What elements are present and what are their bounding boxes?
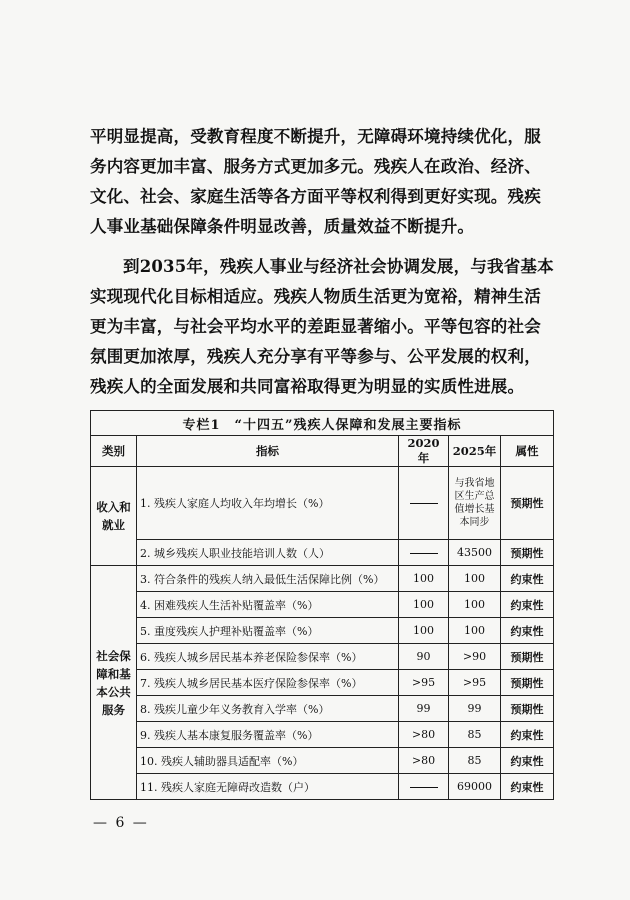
header-2025: 2025年 xyxy=(449,436,501,467)
value-2025-cell: 43500 xyxy=(449,540,501,566)
table-row xyxy=(91,774,554,800)
dash-mark xyxy=(410,553,438,554)
table-row xyxy=(91,618,554,644)
value-2020-cell: >80 xyxy=(399,722,449,748)
value-2025-cell: 100 xyxy=(449,566,501,592)
value-2020-cell xyxy=(399,467,449,540)
header-category: 类别 xyxy=(91,436,137,467)
indicator-cell: 5. 重度残疾人护理补贴覆盖率（%） xyxy=(137,618,399,644)
attribute-cell: 约束性 xyxy=(501,748,554,774)
dash-mark xyxy=(410,787,438,788)
value-2020-cell xyxy=(399,540,449,566)
value-2025-cell: 与我省地区生产总值增长基本同步 xyxy=(449,467,501,540)
body-paragraph-1: 平明显提高，受教育程度不断提升，无障碍环境持续优化，服务内容更加丰富、服务方式更加多元。残疾人在政治、经济、文化、社会、家庭生活等各方面平等权利得到更好实现。残疾人事业基础保障条件明显改善，质量效益不断提升。 xyxy=(90,127,541,236)
table-caption: 专栏1 “十四五”残疾人保障和发展主要指标 xyxy=(91,411,554,436)
table-row xyxy=(91,644,554,670)
indicator-cell: 2. 城乡残疾人职业技能培训人数（人） xyxy=(137,540,399,566)
value-2020-cell: 99 xyxy=(399,696,449,722)
attribute-cell: 约束性 xyxy=(501,618,554,644)
value-2020-cell: 100 xyxy=(399,566,449,592)
attribute-cell: 约束性 xyxy=(501,774,554,800)
category-income: 收入和就业 xyxy=(91,467,137,566)
value-2020-cell: 100 xyxy=(399,618,449,644)
category-social: 社会保障和基本公共服务 xyxy=(91,566,137,800)
indicator-cell: 3. 符合条件的残疾人纳入最低生活保障比例（%） xyxy=(137,566,399,592)
header-indicator: 指标 xyxy=(137,436,399,467)
attribute-cell: 预期性 xyxy=(501,670,554,696)
body-paragraph-2: 到2035年，残疾人事业与经济社会协调发展，与我省基本实现现代化目标相适应。残疾人物质生活更为宽裕，精神生活更为丰富，与社会平均水平的差距显著缩小。平等包容的社会氛围更加浓厚，残疾人充分享有平等参与、公平发展的权利，残疾人的全面发展和共同富裕取得更为明显的实质性进展。 xyxy=(90,257,554,396)
dash-mark xyxy=(410,503,438,504)
attribute-cell: 预期性 xyxy=(501,467,554,540)
value-2025-cell: 85 xyxy=(449,748,501,774)
indicator-cell: 7. 残疾人城乡居民基本医疗保险参保率（%） xyxy=(137,670,399,696)
value-2020-cell: >80 xyxy=(399,748,449,774)
indicator-cell: 11. 残疾人家庭无障碍改造数（户） xyxy=(137,774,399,800)
attribute-cell: 预期性 xyxy=(501,696,554,722)
table-row xyxy=(91,592,554,618)
table-header-row xyxy=(91,436,554,467)
value-2025-cell: 99 xyxy=(449,696,501,722)
value-2020-cell: >95 xyxy=(399,670,449,696)
attribute-cell: 约束性 xyxy=(501,592,554,618)
indicator-cell: 4. 困难残疾人生活补贴覆盖率（%） xyxy=(137,592,399,618)
attribute-cell: 约束性 xyxy=(501,722,554,748)
indicator-cell: 9. 残疾人基本康复服务覆盖率（%） xyxy=(137,722,399,748)
value-2020-cell: 90 xyxy=(399,644,449,670)
table-row xyxy=(91,540,554,566)
page-number: — 6 — xyxy=(93,815,149,831)
indicator-cell: 1. 残疾人家庭人均收入年均增长（%） xyxy=(137,467,399,540)
indicator-cell: 6. 残疾人城乡居民基本养老保险参保率（%） xyxy=(137,644,399,670)
value-2025-cell: >95 xyxy=(449,670,501,696)
attribute-cell: 预期性 xyxy=(501,644,554,670)
value-2020-cell xyxy=(399,774,449,800)
value-2025-cell: 100 xyxy=(449,592,501,618)
header-attribute: 属性 xyxy=(501,436,554,467)
value-2025-cell: 85 xyxy=(449,722,501,748)
attribute-cell: 约束性 xyxy=(501,566,554,592)
indicator-cell: 10. 残疾人辅助器具适配率（%） xyxy=(137,748,399,774)
value-2020-cell: 100 xyxy=(399,592,449,618)
table-row xyxy=(91,566,554,592)
table-row xyxy=(91,467,554,540)
indicator-cell: 8. 残疾儿童少年义务教育入学率（%） xyxy=(137,696,399,722)
table-row xyxy=(91,696,554,722)
value-2025-cell: >90 xyxy=(449,644,501,670)
indicators-table xyxy=(90,410,554,800)
value-2025-cell: 69000 xyxy=(449,774,501,800)
value-2025-cell: 100 xyxy=(449,618,501,644)
header-2020: 2020年 xyxy=(399,436,449,467)
table-row xyxy=(91,670,554,696)
table-row xyxy=(91,748,554,774)
attribute-cell: 预期性 xyxy=(501,540,554,566)
table-row xyxy=(91,722,554,748)
